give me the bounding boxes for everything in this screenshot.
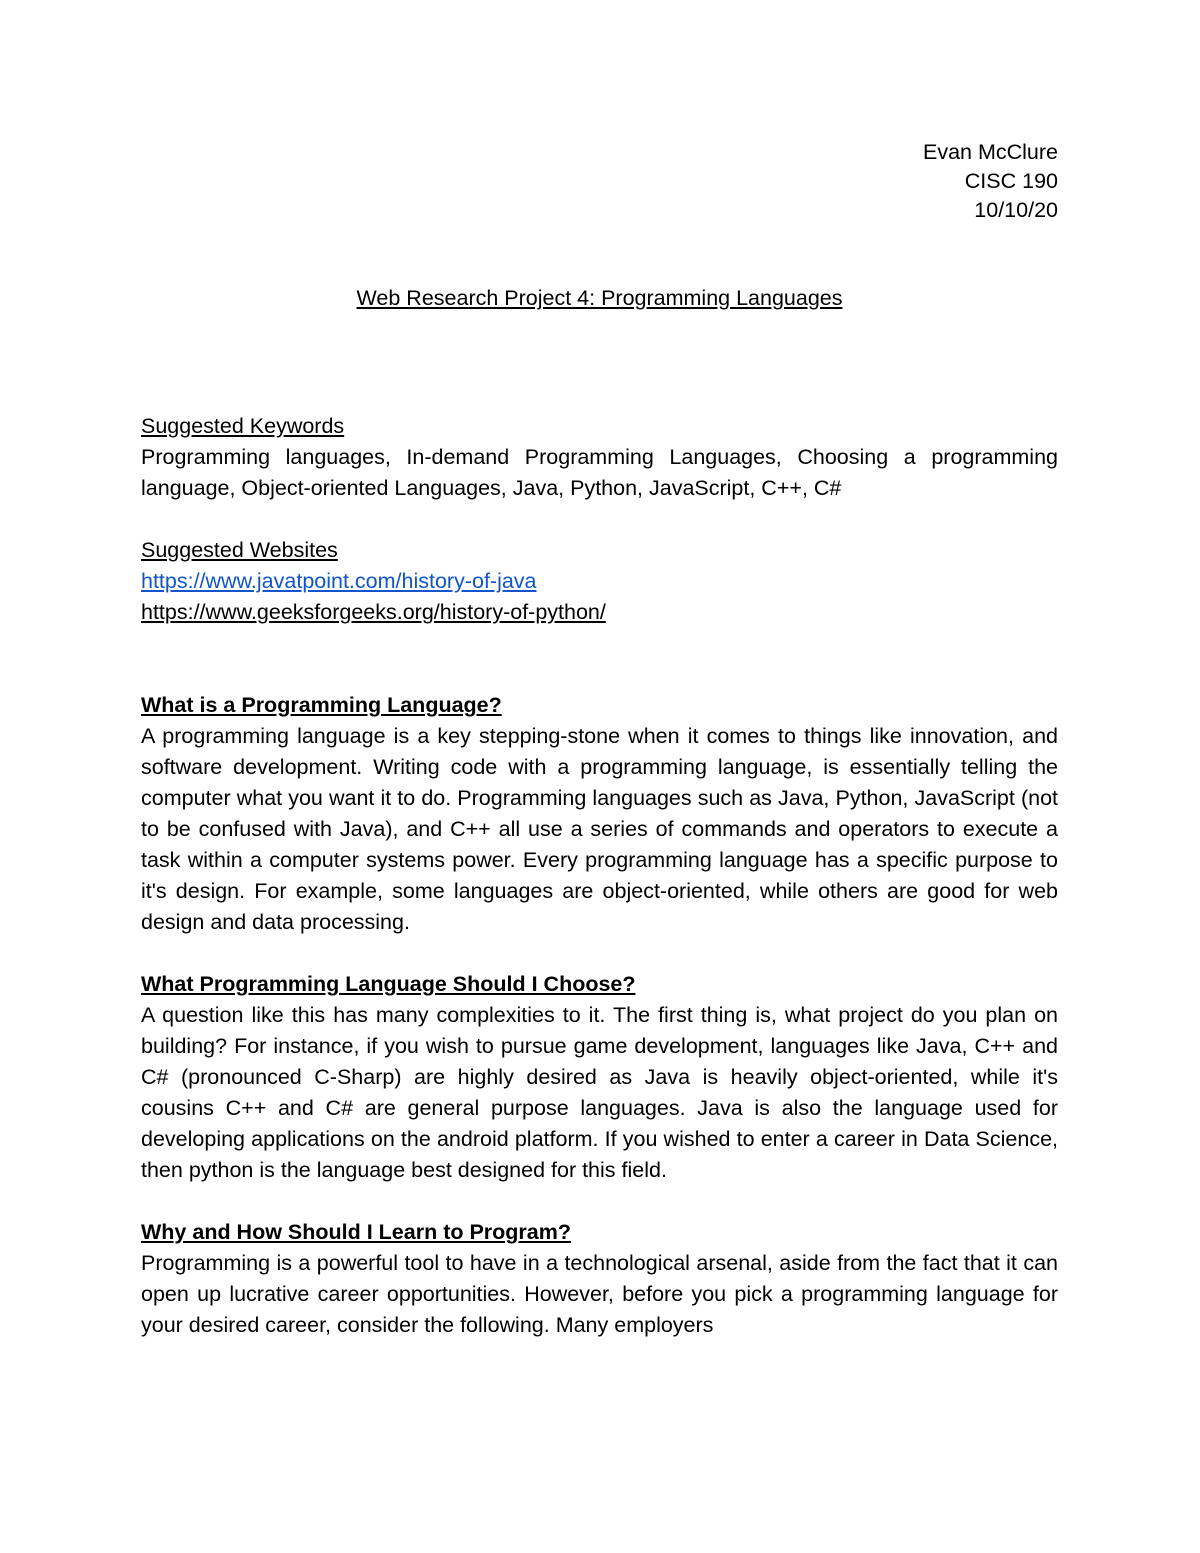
document-body bbox=[141, 138, 1058, 1341]
suggested-keywords bbox=[141, 411, 1058, 504]
section-heading: What is a Programming Language? bbox=[141, 693, 502, 717]
author-name: Evan McClure bbox=[922, 140, 1058, 164]
section-why-learn bbox=[141, 1217, 1058, 1341]
suggested-websites bbox=[141, 535, 1058, 628]
section-what-is bbox=[141, 690, 1058, 938]
section-paragraph: A programming language is a key stepping-stone when it comes to things like innovation, and software development. Writing code with a programming language, is essentially telling the computer what you want it to do. Programming languages such as Java, Python, JavaScript (not to be confused with Java), and C++ all use a series of commands and operators to execute a task within a computer systems power. Every programming language has a specific purpose to it's design. For example, some languages are object-oriented, while others are good for web design and data processing. bbox=[141, 724, 1058, 934]
websites-label: Suggested Websites bbox=[141, 538, 338, 562]
section-which-language bbox=[141, 969, 1058, 1186]
keywords-text: Programming languages, In-demand Programming Languages, Choosing a programming language, Object-oriented Languages, Java, Python, JavaScript, C++, C# bbox=[141, 445, 1058, 500]
keywords-label: Suggested Keywords bbox=[141, 414, 345, 438]
document-title: Web Research Project 4: Programming Languages bbox=[356, 286, 843, 310]
section-heading: Why and How Should I Learn to Program? bbox=[141, 1220, 572, 1244]
author-header bbox=[141, 138, 1058, 225]
section-heading: What Programming Language Should I Choose? bbox=[141, 972, 636, 996]
document-date: 10/10/20 bbox=[974, 198, 1058, 222]
javatpoint-link[interactable]: https://www.javatpoint.com/history-of-java bbox=[141, 569, 537, 593]
section-paragraph: Programming is a powerful tool to have in a technological arsenal, aside from the fact that it can open up lucrative career opportunities. However, before you pick a programming language for your desired career, consider the following. Many employers bbox=[141, 1251, 1058, 1337]
geeksforgeeks-link[interactable]: https://www.geeksforgeeks.org/history-of-python/ bbox=[141, 600, 606, 624]
course-code: CISC 190 bbox=[964, 169, 1058, 193]
section-paragraph: A question like this has many complexities to it. The first thing is, what project do you plan on building? For instance, if you wish to pursue game development, languages like Java, C++ and C# (pronounced C-Sharp) are highly desired as Java is heavily object-oriented, while it's cousins C++ and C# are general purpose languages. Java is also the language used for developing applications on the android platform. If you wished to enter a career in Data Science, then python is the language best designed for this field. bbox=[141, 1003, 1058, 1182]
